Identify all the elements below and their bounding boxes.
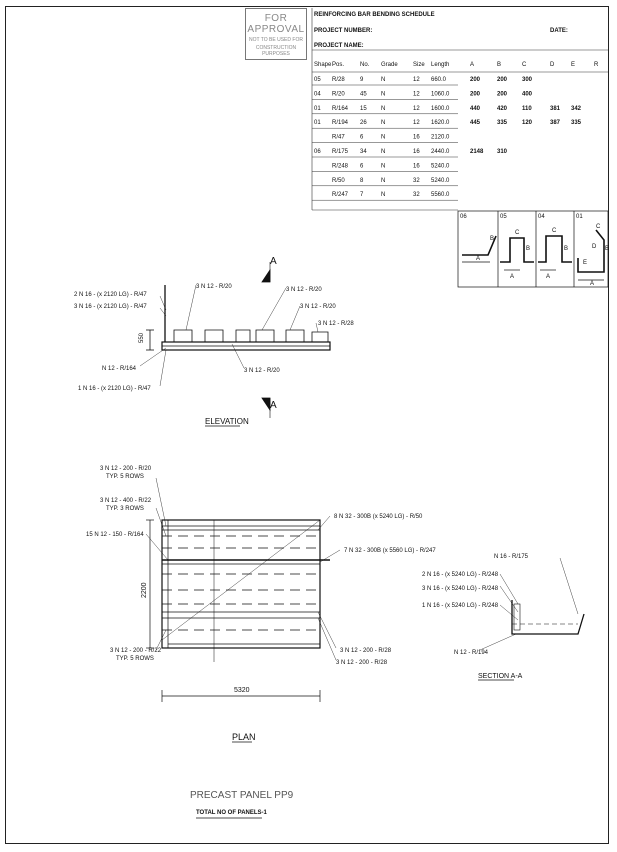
schedule-cell: 04 — [314, 91, 321, 98]
shape-code-06: 06 — [460, 214, 467, 220]
elevation-dim-height: 550 — [139, 332, 145, 343]
schedule-cell: N — [381, 120, 386, 127]
schedule-cell: 2148 — [470, 149, 484, 155]
shape06-letter-a: A — [476, 256, 481, 262]
schedule-cell: 420 — [497, 105, 508, 112]
plan-label-2-note: TYP. 3 ROWS — [106, 506, 144, 512]
schedule-cell: 01 — [314, 120, 321, 127]
section-title: SECTION A-A — [478, 673, 523, 680]
plan-label-1-note: TYP. 5 ROWS — [106, 474, 144, 480]
schedule-cell: 1060.0 — [431, 91, 450, 98]
elevation-label-4: 3 N 12 - R/20 — [286, 287, 322, 293]
shape-code-01: 01 — [576, 214, 583, 220]
schedule-cell: 200 — [470, 91, 481, 98]
section-label-2: 2 N 16 - (x 5240 LG) - R/248 — [422, 572, 499, 578]
schedule-cell: 12 — [413, 77, 420, 83]
schedule-cell: 12 — [413, 105, 420, 112]
elevation-title: ELEVATION — [205, 417, 249, 426]
elevation-label-1: 2 N 16 - (x 2120 LG) - R/47 — [74, 292, 147, 298]
elevation-label-3: 3 N 12 - R/20 — [196, 284, 232, 290]
schedule-cell: 110 — [522, 105, 532, 112]
schedule-cell: R/248 — [332, 163, 349, 170]
shape01-letter-a: A — [590, 281, 595, 287]
schedule-cell: 8 — [360, 177, 364, 184]
schedule-cell: 381 — [550, 105, 561, 112]
schedule-cell: N — [381, 105, 386, 112]
schedule-cell: 300 — [522, 77, 533, 83]
schedule-cell: R/47 — [332, 134, 345, 141]
schedule-cell: 01 — [314, 105, 321, 112]
plan-label-5: 7 N 32 - 300B (x 5560 LG) - R/247 — [344, 548, 436, 554]
panel-total: TOTAL NO OF PANELS-1 — [196, 810, 267, 816]
schedule-cell: 120 — [522, 120, 533, 127]
schedule-header-1: Pos. — [332, 62, 345, 68]
stamp-line-1: NOT TO BE USED FOR — [249, 37, 303, 43]
schedule-cell: 12 — [413, 120, 420, 127]
schedule-cell: 5560.0 — [431, 192, 450, 199]
section-label-5: N 12 - R/194 — [454, 650, 489, 656]
schedule-title: REINFORCING BAR BENDING SCHEDULE — [314, 12, 435, 18]
schedule-cell: 5240.0 — [431, 163, 450, 170]
schedule-header-7: B — [497, 62, 502, 68]
elevation-label-8: 1 N 16 - (x 2120 LG) - R/47 — [78, 386, 151, 392]
shape04-letter-a: A — [546, 274, 551, 280]
shape05-letter-a: A — [510, 274, 515, 280]
schedule-header-6: A — [470, 62, 475, 68]
schedule-cell: 16 — [413, 149, 420, 155]
plan-label-1: 3 N 12 - 200 - R/20 — [100, 466, 152, 472]
schedule-cell: R/20 — [332, 91, 345, 98]
schedule-cell: 15 — [360, 105, 367, 112]
shape01-letter-d: D — [592, 244, 597, 250]
schedule-cell: R/164 — [332, 105, 349, 112]
shape01-letter-e: E — [583, 260, 588, 266]
schedule-cell: 1620.0 — [431, 120, 450, 127]
schedule-cell: N — [381, 77, 386, 83]
elevation-label-7: N 12 - R/164 — [102, 366, 137, 372]
shape06-letter-b: B — [490, 236, 495, 242]
schedule-cell: R/50 — [332, 177, 345, 184]
schedule-header-9: D — [550, 62, 555, 68]
schedule-cells — [312, 62, 599, 200]
stamp-line-2: CONSTRUCTION PURPOSES — [255, 45, 297, 57]
schedule-cell: 32 — [413, 192, 420, 199]
plan-label-8-note: TYP. 5 ROWS — [116, 656, 154, 662]
schedule-header-4: Size — [413, 62, 425, 68]
shape-code-05: 05 — [500, 214, 507, 220]
plan-title: PLAN — [232, 732, 256, 742]
schedule-cell: 342 — [571, 105, 582, 112]
schedule-cell: 16 — [413, 134, 420, 141]
section-text — [422, 554, 529, 680]
schedule-cell: N — [381, 177, 386, 184]
shape04-letter-b: B — [564, 246, 569, 252]
schedule-cell: R/175 — [332, 149, 349, 155]
schedule-cell: 26 — [360, 120, 367, 127]
project-number-label: PROJECT NUMBER: — [314, 28, 373, 34]
schedule-cell: 05 — [314, 77, 321, 83]
plan-label-4: 8 N 32 - 300B (x 5240 LG) - R/50 — [334, 514, 423, 520]
shape01-letter-c: C — [596, 224, 601, 230]
elevation-label-9: 3 N 12 - R/20 — [244, 368, 280, 374]
schedule-header-0: Shape — [314, 62, 332, 68]
shape04-letter-c: C — [552, 228, 557, 234]
plan-label-8: 3 N 12 - 200 - R/22 — [110, 648, 162, 654]
schedule-cell: 200 — [497, 77, 508, 83]
schedule-header-8: C — [522, 62, 527, 68]
schedule-header-2: No. — [360, 62, 370, 68]
schedule-cell: R/28 — [332, 77, 345, 83]
panel-name: PRECAST PANEL PP9 — [190, 790, 294, 801]
section-label-1: N 16 - R/175 — [494, 554, 529, 560]
schedule-cell: 06 — [314, 149, 321, 155]
schedule-cell: 440 — [470, 105, 481, 112]
section-label-4: 1 N 16 - (x 5240 LG) - R/248 — [422, 603, 499, 609]
elevation-section-mark-top: A — [270, 256, 277, 267]
schedule-cell: N — [381, 91, 386, 98]
schedule-cell: 387 — [550, 120, 561, 127]
schedule-cell: N — [381, 163, 386, 170]
schedule-cell: 9 — [360, 77, 364, 83]
schedule-cell: 2120.0 — [431, 134, 450, 141]
schedule-cell: N — [381, 134, 386, 141]
schedule-header-11: R — [594, 62, 599, 68]
schedule-cell: 335 — [571, 120, 582, 127]
schedule-cell: 310 — [497, 149, 508, 155]
schedule-cell: 6 — [360, 134, 364, 141]
schedule-cell: 660.0 — [431, 77, 447, 83]
shape-code-04: 04 — [538, 214, 545, 220]
schedule-cell: 335 — [497, 120, 508, 127]
plan-label-3: 15 N 12 - 150 - R/164 — [86, 532, 144, 538]
schedule-cell: 45 — [360, 91, 367, 98]
elevation-section-mark-bottom: A — [270, 400, 277, 411]
schedule-cell: 200 — [497, 91, 508, 98]
schedule-cell: 2440.0 — [431, 149, 450, 155]
schedule-cell: 32 — [413, 177, 420, 184]
schedule-cell: R/247 — [332, 192, 349, 199]
schedule-cell: R/194 — [332, 120, 349, 127]
schedule-cell: 400 — [522, 91, 533, 98]
shape-diagrams — [458, 211, 608, 287]
panel-title-block — [190, 790, 294, 818]
plan-label-2: 3 N 12 - 400 - R/22 — [100, 498, 152, 504]
plan-label-7: 3 N 12 - 200 - R/28 — [336, 660, 388, 666]
elevation-label-6: 3 N 12 - R/28 — [318, 321, 354, 327]
schedule-header-5: Length — [431, 62, 450, 68]
plan-view — [146, 478, 340, 742]
elevation-label-5: 3 N 12 - R/20 — [300, 304, 336, 310]
plan-dim-height: 2200 — [141, 582, 148, 598]
section-label-3: 3 N 16 - (x 5240 LG) - R/248 — [422, 586, 499, 592]
schedule-cell: 12 — [413, 91, 420, 98]
schedule-cell: 1600.0 — [431, 105, 450, 112]
schedule-cell: 16 — [413, 163, 420, 170]
schedule-cell: 5240.0 — [431, 177, 450, 184]
plan-label-6: 3 N 12 - 200 - R/28 — [340, 648, 392, 654]
plan-dim-width: 5320 — [234, 687, 250, 694]
schedule-header-10: E — [571, 62, 576, 68]
shape05-letter-b: B — [526, 246, 531, 252]
schedule-cell: 445 — [470, 120, 481, 127]
schedule-cell: 200 — [470, 77, 481, 83]
schedule-grid — [312, 8, 608, 210]
schedule-cell: 6 — [360, 163, 364, 170]
shape-diagram-text — [460, 214, 609, 287]
schedule-cell: N — [381, 149, 386, 155]
stamp-title: FOR APPROVAL — [247, 13, 305, 35]
project-name-label: PROJECT NAME: — [314, 43, 364, 49]
schedule-header-3: Grade — [381, 62, 398, 68]
shape05-letter-c: C — [515, 230, 520, 236]
shape01-letter-b: B — [605, 246, 610, 252]
date-label: DATE: — [550, 28, 568, 34]
schedule-cell: 34 — [360, 149, 367, 155]
schedule-cell: 7 — [360, 192, 364, 199]
schedule-cell: N — [381, 192, 386, 199]
elevation-label-2: 3 N 16 - (x 2120 LG) - R/47 — [74, 304, 147, 310]
